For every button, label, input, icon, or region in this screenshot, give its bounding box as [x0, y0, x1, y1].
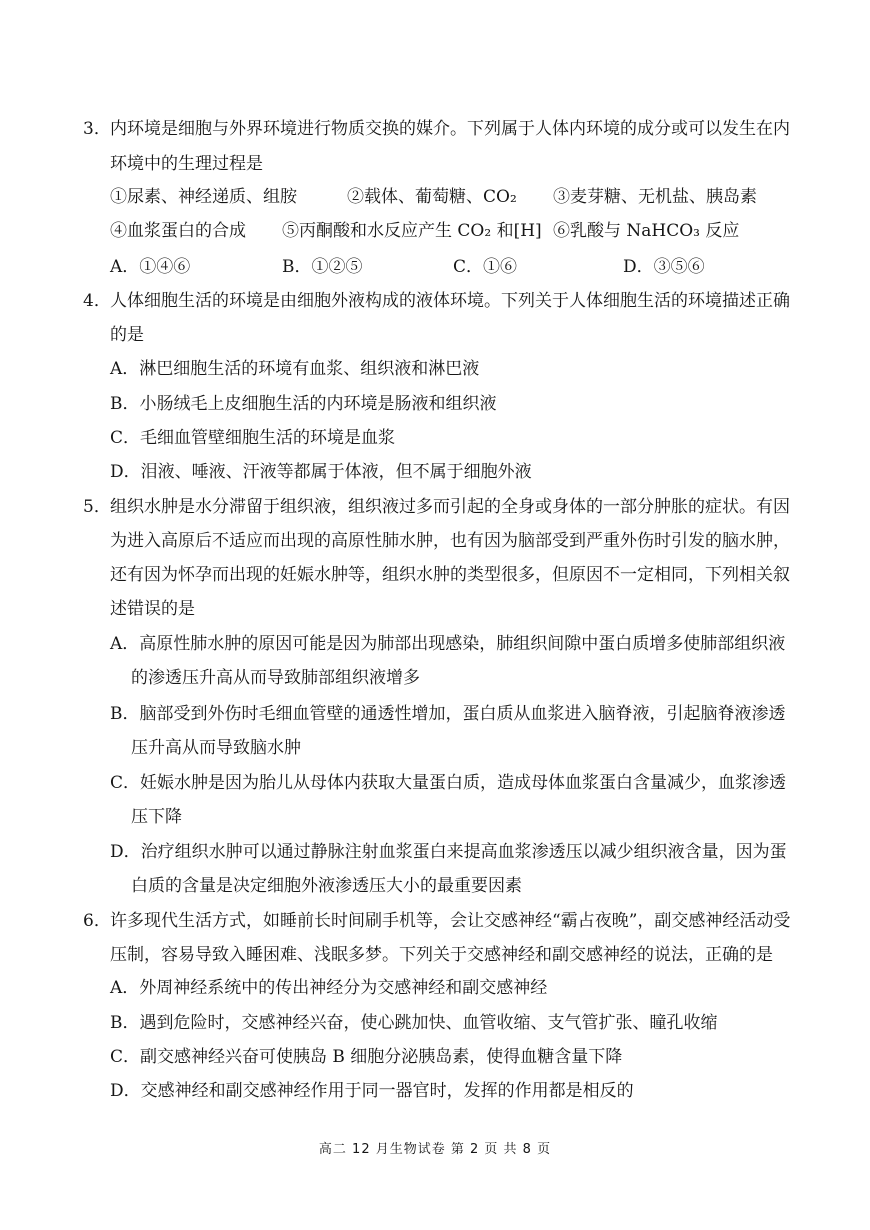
- q6-option-c: C．副交感神经兴奋可使胰岛 B 细胞分泌胰岛素，使得血糖含量下降: [110, 1047, 623, 1067]
- q3-option-c: C．①⑥: [453, 257, 518, 277]
- q5-option-d-line1: D．治疗组织水肿可以通过静脉注射血浆蛋白来提高血浆渗透压以减少组织液含量，因为蛋: [110, 842, 787, 862]
- q4-option-c: C．毛细血管壁细胞生活的环境是血浆: [110, 428, 396, 448]
- q3-item-3: ③麦芽糖、无机盐、胰岛素: [553, 187, 757, 207]
- q5-option-a-line2: 的渗透压升高从而导致肺部组织液增多: [131, 668, 420, 688]
- page-footer: 高二 12 月生物试卷 第 2 页 共 8 页: [318, 1142, 552, 1157]
- q5-number: 5．: [83, 497, 111, 517]
- q4-option-a: A．淋巴细胞生活的环境有血浆、组织液和淋巴液: [110, 359, 480, 379]
- q3-option-a: A．①④⑥: [110, 257, 191, 277]
- q6-option-b: B．遇到危险时，交感神经兴奋，使心跳加快、血管收缩、支气管扩张、瞳孔收缩: [110, 1013, 718, 1033]
- q6-stem-line1: 许多现代生活方式，如睡前长时间刷手机等，会让交感神经“霸占夜晚”，副交感神经活动受: [110, 911, 791, 931]
- q3-stem-line2: 环境中的生理过程是: [110, 154, 263, 174]
- q4-option-d: D．泪液、唾液、汗液等都属于体液，但不属于细胞外液: [110, 462, 532, 482]
- q3-item-6: ⑥乳酸与 NaHCO₃ 反应: [553, 221, 740, 241]
- q5-stem-line3: 还有因为怀孕而出现的妊娠水肿等，组织水肿的类型很多，但原因不一定相同，下列相关叙: [110, 565, 790, 585]
- q5-stem-line1: 组织水肿是水分滞留于组织液，组织液过多而引起的全身或身体的一部分肿胀的症状。有因: [110, 497, 790, 517]
- q5-stem-line4: 述错误的是: [110, 599, 195, 619]
- q4-stem-line1: 人体细胞生活的环境是由细胞外液构成的液体环境。下列关于人体细胞生活的环境描述正确: [110, 291, 790, 311]
- q3-stem-line1: 内环境是细胞与外界环境进行物质交换的媒介。下列属于人体内环境的成分或可以发生在内: [110, 119, 790, 139]
- q4-stem-line2: 的是: [110, 325, 144, 345]
- q3-item-2: ②载体、葡萄糖、CO₂: [347, 187, 517, 207]
- q5-option-d-line2: 白质的含量是决定细胞外液渗透压大小的最重要因素: [131, 876, 522, 896]
- q4-number: 4．: [83, 291, 111, 311]
- q6-option-d: D．交感神经和副交感神经作用于同一器官时，发挥的作用都是相反的: [110, 1081, 634, 1101]
- q3-item-1: ①尿素、神经递质、组胺: [110, 187, 297, 207]
- q3-item-5: ⑤丙酮酸和水反应产生 CO₂ 和[H]: [282, 221, 542, 241]
- q3-number: 3．: [83, 119, 111, 139]
- q5-option-b-line1: B．脑部受到外伤时毛细血管壁的通透性增加，蛋白质从血浆进入脑脊液，引起脑脊液渗透: [110, 704, 786, 724]
- q5-option-c-line1: C．妊娠水肿是因为胎儿从母体内获取大量蛋白质，造成母体血浆蛋白含量减少，血浆渗透: [110, 773, 787, 793]
- q5-option-b-line2: 压升高从而导致脑水肿: [131, 738, 301, 758]
- q3-option-d: D．③⑤⑥: [623, 257, 705, 277]
- q6-option-a: A．外周神经系统中的传出神经分为交感神经和副交感神经: [110, 978, 548, 998]
- q5-option-c-line2: 压下降: [131, 807, 182, 827]
- q6-number: 6．: [83, 911, 111, 931]
- q4-option-b: B．小肠绒毛上皮细胞生活的内环境是肠液和组织液: [110, 394, 497, 414]
- q5-option-a-line1: A．高原性肺水肿的原因可能是因为肺部出现感染，肺组织间隙中蛋白质增多使肺部组织液: [110, 634, 786, 654]
- q3-option-b: B．①②⑤: [282, 257, 363, 277]
- q6-stem-line2: 压制，容易导致入睡困难、浅眠多梦。下列关于交感神经和副交感神经的说法，正确的是: [110, 945, 773, 965]
- q3-item-4: ④血浆蛋白的合成: [110, 221, 246, 241]
- q5-stem-line2: 为进入高原后不适应而出现的高原性肺水肿，也有因为脑部受到严重外伤时引发的脑水肿，: [110, 531, 790, 551]
